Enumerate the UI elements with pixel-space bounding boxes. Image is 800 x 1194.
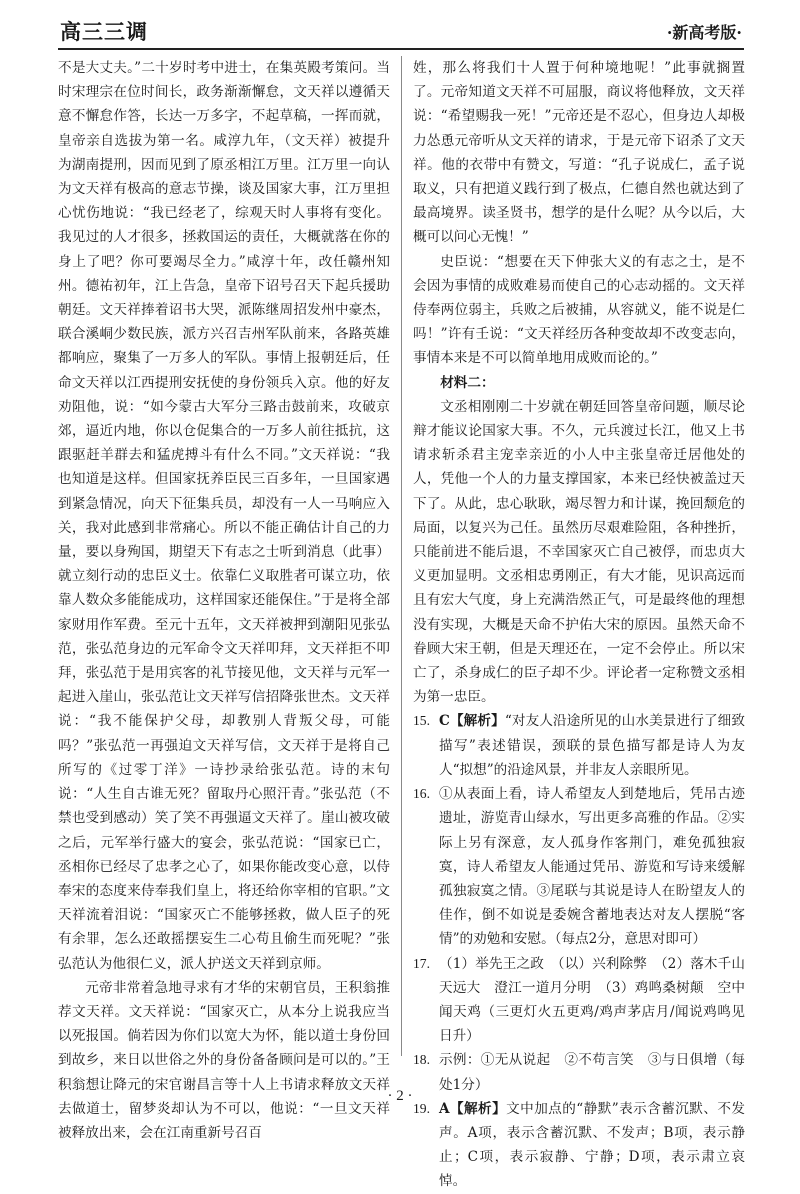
page-number: · 2 ·	[387, 1088, 413, 1104]
answer-text: 示例：①无从说起 ②不苟言笑 ③与日俱增（每处1分）	[439, 1052, 745, 1093]
translation-paragraph: 元帝非常着急地寻求有才华的宋朝官员，王积翁推荐文天祥。文天祥说：“国家灭亡，从本分上说我应当以死报国。倘若因为你们以宽大为怀，能以道士身份回到故乡，来日以世俗之外的身份备备顾问是可以的。”王积翁想让降元的宋官谢昌言等十人上书请求释放文天祥去做道士，留梦炎却认为不可以，他说：“一旦文天祥被释放出来，会在江南重新号召百	[58, 979, 390, 1141]
header-edition-label: ·新高考版·	[666, 23, 742, 42]
answer-item-19	[413, 1097, 745, 1194]
page-header	[58, 14, 744, 50]
question-number: 18.	[413, 1052, 430, 1068]
answer-item-16	[413, 782, 745, 951]
answer-text: 文中加点的“静默”表示含蓄沉默、不发声。A项，表示含蓄沉默、不发声；B项，表示静止；C项，表示寂静、宁静；D项，表示肃立哀悼。	[439, 1100, 745, 1190]
answer-text: （1）举先王之政 （以）兴利除弊 （2）落木千山天远大 澄江一道月分明 （3）鸡鸣桑树颠 空中闻天鸡（三更灯火五更鸡/鸡声茅店月/闻说鸡鸣见日升）	[439, 955, 745, 1045]
answer-tag: A【解析】	[439, 1100, 507, 1117]
material-two-heading: 材料二：	[440, 374, 495, 391]
column-divider	[401, 56, 402, 1056]
right-column	[413, 56, 745, 1190]
question-number: 15.	[413, 713, 430, 729]
question-number: 17.	[413, 955, 430, 971]
header-exam-title: 高三三调	[60, 19, 148, 44]
left-column	[58, 56, 390, 1141]
answer-item-15	[413, 709, 745, 782]
translation-continuation: 姓，那么将我们十人置于何种境地呢！”此事就搁置了。元帝知道文天祥不可屈服，商议将他释放，文天祥说：“希望赐我一死！”元帝还是不忍心，但身边人却极力怂恿元帝听从文天祥的请求，于是元帝下诏杀了文天祥。他的衣带中有赞文，写道：“孔子说成仁，孟子说取义，只有把道义践行到了极点，仁德自然也就达到了最高境界。读圣贤书，想学的是什么呢？从今以后，大概可以问心无愧！”	[413, 60, 745, 246]
material-two-text: 文丞相刚刚二十岁就在朝廷回答皇帝问题，顺尽论辩才能议论国家大事。不久，元兵渡过长江，他又上书请求斩杀君主宠幸亲近的小人中主张皇帝迁居他处的人，凭他一个人的力量支撑国家，本来已经快被盖过天下了。从此，忠心耿耿，竭尽智力和计谋，挽回颓危的局面，以复兴为己任。虽然历尽艰难险阻，各种挫折，只能前进不能后退，不幸国家灭亡自己被俘，而忠贞大义更加显明。文丞相忠勇刚正，有大才能，见识高远而且有宏大气度，身上充满浩然正气，可是最终他的理想没有实现，大概是天命不护佑大宋的原因。虽然天命不眷顾大宋王朝，但是天理还在，一定不会停止。所以宋亡了，杀身成仁的臣子却不少。评论者一定称赞文丞相为第一忠臣。	[413, 398, 745, 706]
answer-tag: C【解析】	[439, 713, 505, 730]
historian-comment: 史臣说：“想要在天下伸张大义的有志之士，是不会因为事情的成败难易而使自己的心志动摇的。文天祥侍奉两位弱主，兵败之后被捕，从容就义，能不说是仁吗！”许有壬说：“文天祥经历各种变故却不改变志向，事情本来是不可以简单地用成败而论的。”	[413, 253, 745, 367]
answer-text: ①从表面上看，诗人希望友人到楚地后，凭吊古迹遗址，游览青山绿水，写出更多高雅的作品。②实际上另有深意，友人孤身作客荆门，难免孤独寂寞，诗人希望友人能通过凭吊、游览和写诗来缓解孤独寂寞之情。③尾联与其说是诗人在盼望友人的佳作，倒不如说是委婉含蓄地表达对友人摆脱“客情”的劝勉和安慰。（每点2分，意思对即可）	[439, 786, 745, 948]
translation-paragraph: 不是大丈夫。”二十岁时考中进士，在集英殿考策问。当时宋理宗在位时间长，政务渐渐懈怠，文天祥以遵循天意不懈怠作答，长达一万多字，不起草稿，一挥而就，皇帝亲自选拔为第一名。咸淳九年，（文天祥）被提升为湖南提刑，因而见到了原丞相江万里。江万里一向认为文天祥有极高的意志节操，谈及国家大事，江万里担心忧伤地说：“我已经老了，综观天时人事将有变化。我见过的人才很多，拯救国运的责任，大概就落在你的身上了吧？你可要竭尽全力。”咸淳十年，改任赣州知州。德祐初年，江上告急，皇帝下诏号召天下起兵援助朝廷。文天祥捧着诏书大哭，派陈继周招发州中豪杰，联合溪峒少数民族，派方兴召吉州军队前来，各路英雄都响应，聚集了一万多人的军队。事情上报朝廷后，任命文天祥以江西提刑安抚使的身份领兵入京。他的好友劝阻他，说：“如今蒙古大军分三路击鼓前来，攻破京郊，逼近内地，你以仓促集合的一万多人前往抵抗，这跟驱赶羊群去和猛虎搏斗有什么不同。”文天祥说：“我也知道是这样。但国家抚养臣民三百多年，一旦国家遇到紧急情况，向天下征集兵员，却没有一人一马响应入关，我对此感到非常痛心。所以不能正确估计自己的力量，要以身殉国，期望天下有志之士听到消息（此事）就立刻行动的忠臣义士。依靠仁义取胜者可谋立功，依靠人数众多能能成功，这样国家还能保住。”于是将全部家财用作军费。至元十五年，文天祥被押到潮阳见张弘范，张弘范身边的元军命令文天祥叩拜，文天祥拒不叩拜，张弘范于是用宾客的礼节接见他，文天祥与元军一起进入崖山，张弘范让文天祥写信招降张世杰。文天祥说：“我不能保护父母，却教别人背叛父母，可能吗？”张弘范一再强迫文天祥写信，文天祥于是将自己所写的《过零丁洋》一诗抄录给张弘范。诗的末句说：“人生自古谁无死？留取丹心照汗青。”张弘范（不禁也受到感动）笑了笑不再强逼文天祥了。崖山被攻破之后，元军举行盛大的宴会，张弘范说：“国家已亡，丞相你已经尽了忠孝之心了，如果你能改变心意，以侍奉宋的态度来侍奉我们皇上，将还给你宰相的官职。”文天祥流着泪说：“国家灭亡不能够拯救，做人臣子的死有余罪，怎么还敢摇摆妄生二心苟且偷生而死呢？”张弘范认为他很仁义，派人护送文天祥到京师。	[58, 60, 390, 972]
answer-item-17	[413, 952, 745, 1049]
question-number: 16.	[413, 786, 430, 802]
question-number: 19.	[413, 1100, 430, 1116]
answer-text: “对友人沿途所见的山水美景进行了细致描写”表述错误，颈联的景色描写都是诗人为友人“拟想”的沿途风景，并非友人亲眼所见。	[439, 713, 745, 778]
